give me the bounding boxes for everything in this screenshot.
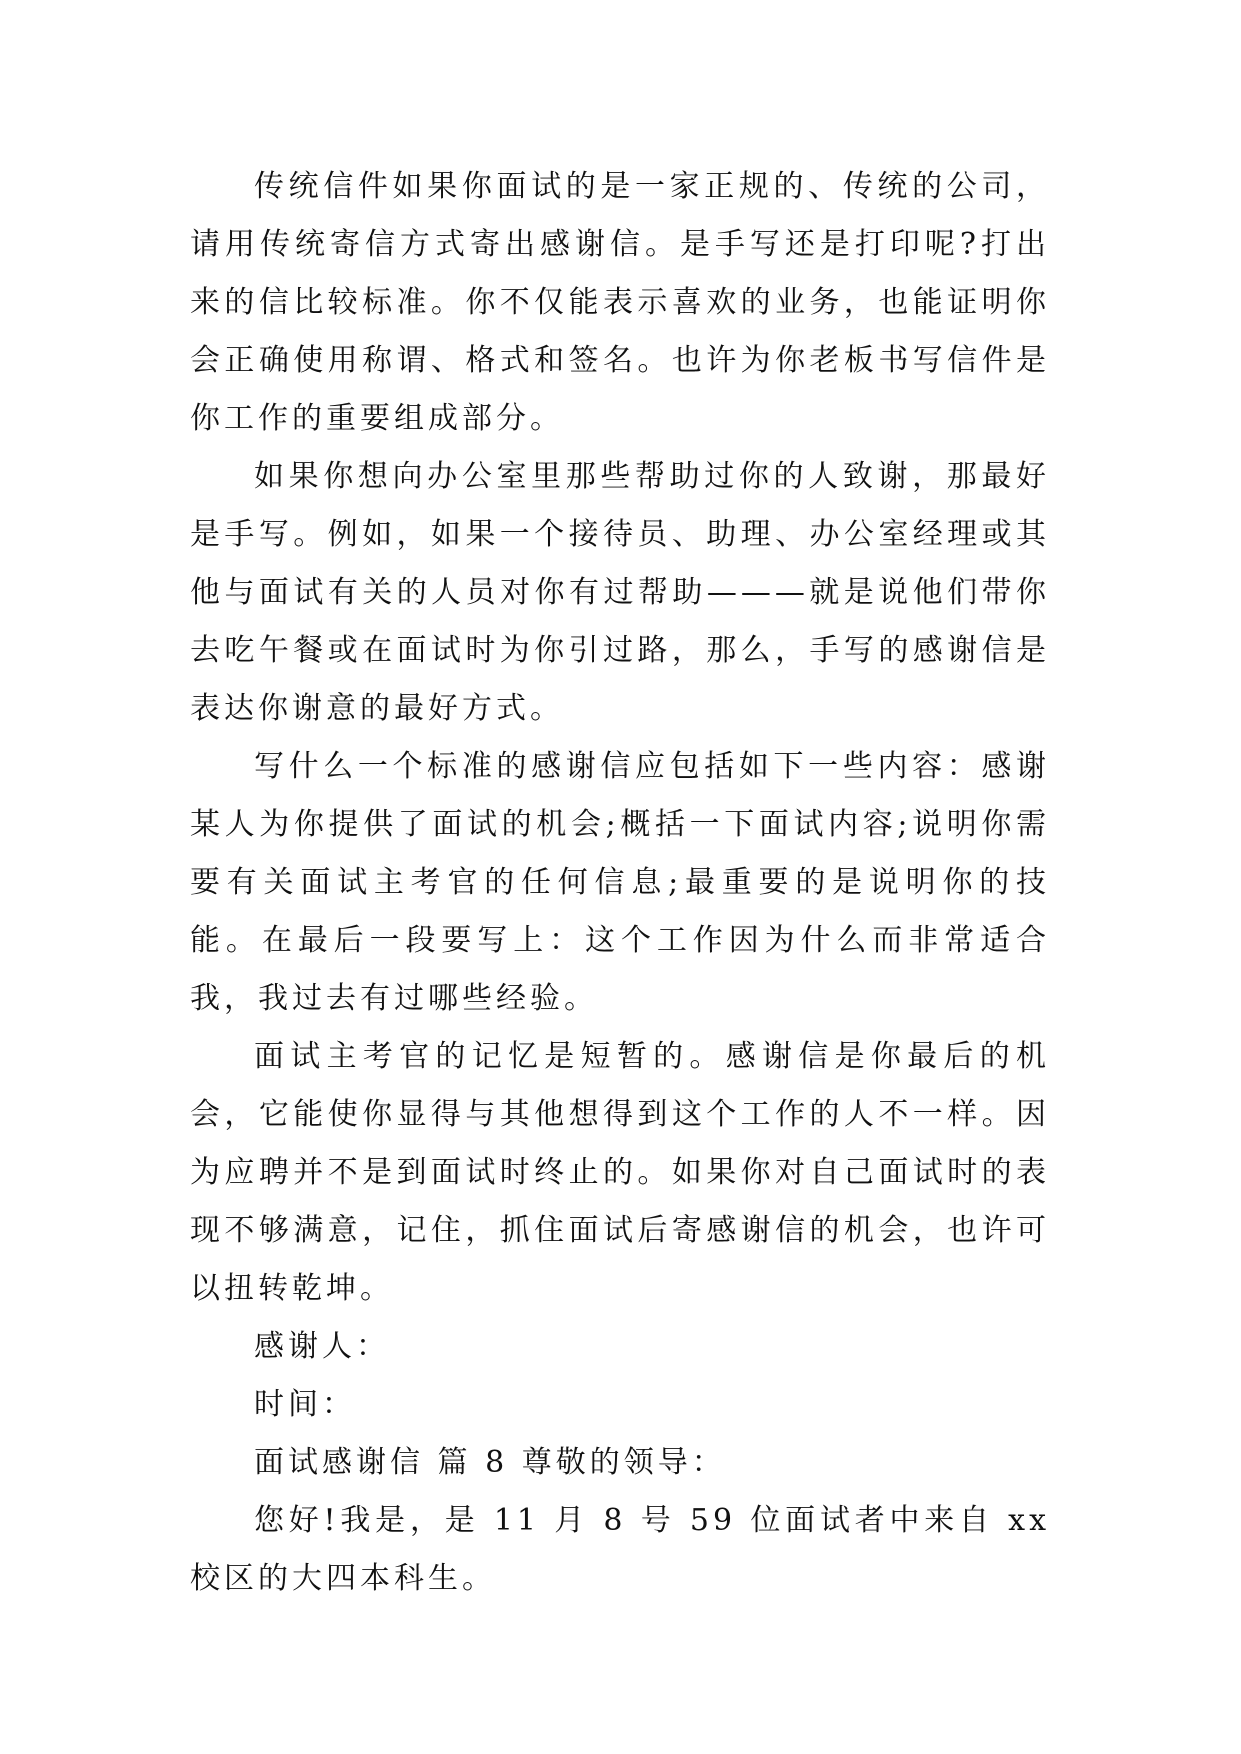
section-heading-letter-8: 面试感谢信 篇 8 尊敬的领导：: [254, 1445, 726, 1480]
signature-thanker: 感谢人：: [254, 1329, 390, 1364]
document-body: [190, 158, 1050, 1608]
paragraph-what-to-write: 写什么一个标准的感谢信应包括如下一些内容：感谢某人为你提供了面试的机会;概括一下面试内容;说明你需要有关面试主考官的任何信息;最重要的是说明你的技能。在最后一段要写上：这个工作因为什么而非常适合我，我过去有过哪些经验。: [190, 749, 1050, 1016]
paragraph-traditional-letter: 传统信件如果你面试的是一家正规的、传统的公司，请用传统寄信方式寄出感谢信。是手写还是打印呢?打出来的信比较标准。你不仅能表示喜欢的业务，也能证明你会正确使用称谓、格式和签名。也许为你老板书写信件是你工作的重要组成部分。: [190, 169, 1050, 436]
paragraph-handwritten-thanks: 如果你想向办公室里那些帮助过你的人致谢，那最好是手写。例如，如果一个接待员、助理、办公室经理或其他与面试有关的人员对你有过帮助———就是说他们带你去吃午餐或在面试时为你引过路，那么，手写的感谢信是表达你谢意的最好方式。: [190, 459, 1050, 726]
paragraph-greeting-intro: 您好!我是，是 11 月 8 号 59 位面试者中来自 xx 校区的大四本科生。: [190, 1503, 1050, 1596]
paragraph-last-chance: 面试主考官的记忆是短暂的。感谢信是你最后的机会，它能使你显得与其他想得到这个工作的人不一样。因为应聘并不是到面试时终止的。如果你对自己面试时的表现不够满意，记住，抓住面试后寄感谢信的机会，也许可以扭转乾坤。: [190, 1039, 1050, 1306]
signature-date: 时间：: [254, 1387, 356, 1422]
